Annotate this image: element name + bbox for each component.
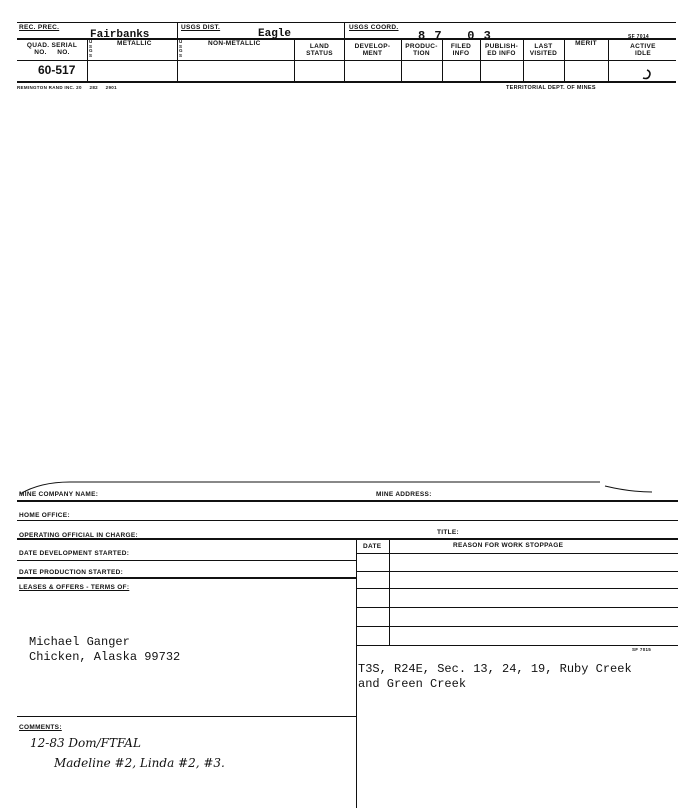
rec-prec-label: REC. PREC. xyxy=(19,24,60,31)
center-divider xyxy=(356,538,357,808)
department-label: TERRITORIAL DEPT. OF MINES xyxy=(506,85,596,91)
col-published-info: PUBLISH- ED INFO xyxy=(484,43,519,57)
rule-prod xyxy=(17,577,356,579)
date-col-label: DATE xyxy=(363,543,382,550)
operating-official-label: OPERATING OFFICIAL IN CHARGE: xyxy=(19,532,138,539)
col-filed-info: FILED INFO xyxy=(450,43,472,57)
form-number-top: SF 7014 xyxy=(628,34,650,40)
leases-label: LEASES & OFFERS - TERMS OF: xyxy=(19,584,130,591)
comment-line-2: Madeline #2, Linda #2, #3. xyxy=(54,756,225,770)
mine-address-label: MINE ADDRESS: xyxy=(376,491,432,498)
col-last-visited: LAST VISITED xyxy=(529,43,558,57)
prod-started-label: DATE PRODUCTION STARTED: xyxy=(19,569,124,576)
col-usgs-metallic-prefix: U S G S xyxy=(89,39,93,58)
serial-value: 60-517 xyxy=(38,63,76,77)
stoppage-rule xyxy=(356,553,678,554)
mine-company-label: MINE COMPANY NAME: xyxy=(19,491,99,498)
col-quad-serial: QUAD. SERIAL NO. NO. xyxy=(26,42,78,56)
home-office-label: HOME OFFICE: xyxy=(19,512,70,519)
location-line-1: T3S, R24E, Sec. 13, 24, 19, Ruby Creek xyxy=(358,662,632,676)
title-label: TITLE: xyxy=(437,529,460,536)
col-non-metallic: NON-METALLIC xyxy=(208,40,261,47)
rec-prec-value: Fairbanks xyxy=(90,29,150,41)
owner-name: Michael Ganger xyxy=(29,635,130,649)
usgs-dist-value: Eagle xyxy=(258,28,292,40)
stoppage-rule xyxy=(356,626,678,627)
col-land-status: LAND STATUS xyxy=(306,43,333,57)
top-card xyxy=(0,0,678,95)
col-usgs-nonmetallic-prefix: U S G S xyxy=(179,39,183,58)
stoppage-rule xyxy=(356,571,678,572)
usgs-coord-label: USGS COORD. xyxy=(349,24,399,31)
owner-address: Chicken, Alaska 99732 xyxy=(29,650,181,664)
usgs-dist-label: USGS DIST. xyxy=(181,24,221,31)
dev-started-label: DATE DEVELOPMENT STARTED: xyxy=(19,550,130,557)
rule-comments xyxy=(17,716,356,717)
rule-dev xyxy=(17,560,356,561)
col-divider xyxy=(294,38,295,81)
comments-label: COMMENTS: xyxy=(19,724,62,731)
header-top-rule xyxy=(17,22,676,23)
col-divider xyxy=(177,22,178,81)
col-development: DEVELOP- MENT xyxy=(354,43,391,57)
comment-line-1: 12-83 Dom/FTFAL xyxy=(30,736,141,750)
check-mark-icon xyxy=(641,69,655,81)
col-divider xyxy=(608,38,609,81)
location-line-2: and Green Creek xyxy=(358,677,467,691)
header-rule-2 xyxy=(17,60,676,61)
rule-official xyxy=(17,538,678,540)
col-metallic: METALLIC xyxy=(117,40,152,47)
usgs-coord-value: 8 7 0 3 xyxy=(418,29,492,43)
col-divider xyxy=(87,38,88,81)
card-edge xyxy=(0,470,678,500)
reason-label: REASON FOR WORK STOPPAGE xyxy=(453,542,564,549)
stoppage-rule xyxy=(356,607,678,608)
col-production: PRODUC- TION xyxy=(405,43,438,57)
form-number-bottom: SF 7015 xyxy=(632,647,652,652)
stoppage-date-divider xyxy=(389,538,390,645)
header-rule-3 xyxy=(17,81,676,83)
stoppage-rule xyxy=(356,645,678,646)
col-active-idle: ACTIVE IDLE xyxy=(630,43,656,57)
stoppage-rule xyxy=(356,588,678,589)
col-merit: MERIT xyxy=(575,40,597,47)
bottom-card xyxy=(0,470,678,808)
printer-line: REMINGTON RAND INC. 20 282 2901 xyxy=(17,85,117,90)
rule-mine xyxy=(17,500,678,502)
rule-home-office xyxy=(17,520,678,521)
